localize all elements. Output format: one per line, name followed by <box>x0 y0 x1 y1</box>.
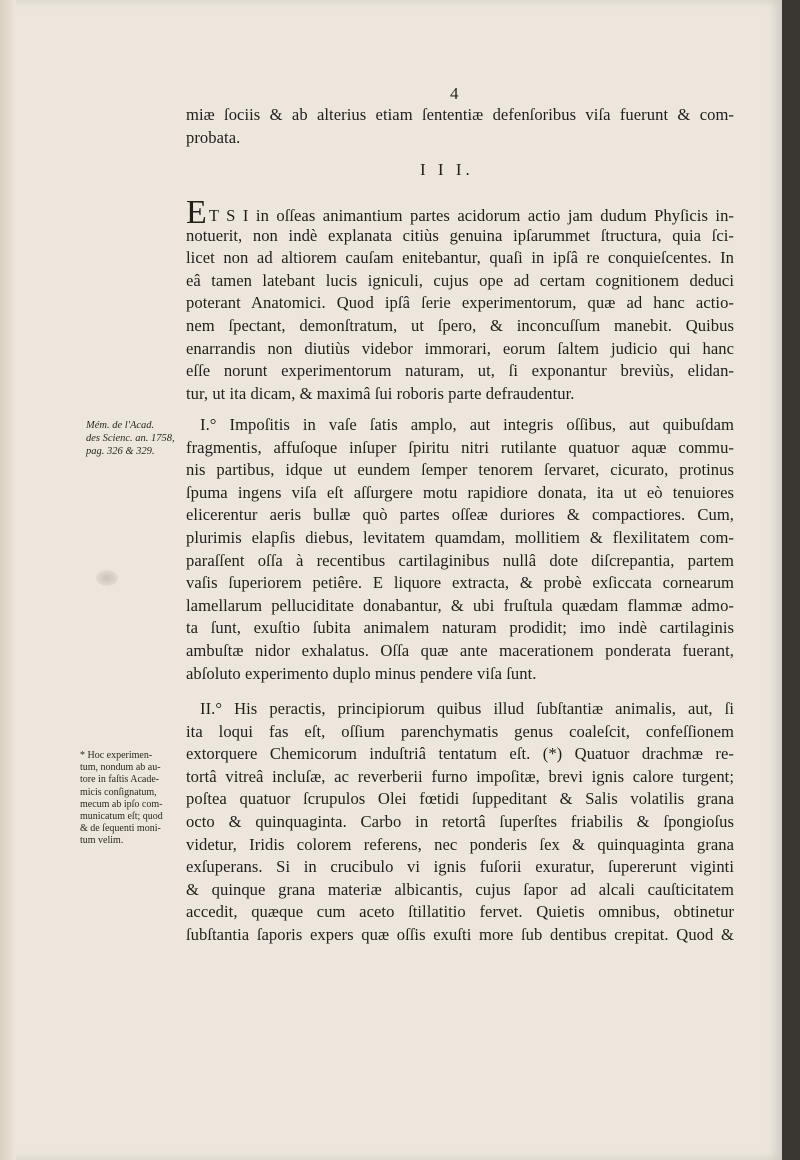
paper-stain <box>96 570 118 586</box>
text-line: & quinque grana materiæ albicantis, cujus ſapor ad alcali cauſticitatem <box>186 879 734 899</box>
text-line: octo & quinquaginta. Carbo in retortâ ſuperſtes friabilis & ſpongioſus <box>186 811 734 831</box>
text-line: enarrandis non diutiùs videbor immorari, eorum ſaltem judicio qui hanc <box>186 338 734 358</box>
intro-text <box>186 104 734 149</box>
text-line: lamellarum pelluciditate donabantur, & ubi fruſtula quædam flammæ admo- <box>186 595 734 615</box>
text-line <box>186 194 734 231</box>
text-line: notuerit, non indè explanata citiùs genuina ipſarummet ſtructura, quia ſci- <box>186 225 734 245</box>
paragraph-2-body <box>186 721 734 947</box>
text-line: fragmentis, affuſoque inſuper ſpiritu nitri rutilante quatuor aquæ commu- <box>186 437 734 457</box>
footnote-line: tum, nondum ab au- <box>80 762 161 774</box>
text-line: exſuperans. Si in crucibulo vi ignis fuſorii exuratur, ſupererunt viginti <box>186 857 734 877</box>
marginal-line: Mém. de l'Acad. <box>86 420 155 431</box>
text-line: eâ tamen latebant lucis igniculi, cujus ope ad certam cognitionem deduci <box>186 270 734 290</box>
marginal-reference <box>86 420 182 458</box>
text-line: nem ſpectant, demonſtratum, ut ſpero, & inconcuſſum manebit. Quibus <box>186 315 734 335</box>
text-line: tortâ vitreâ incluſæ, ac reverberii furno impoſitæ, brevi ignis calore turgent; <box>186 766 734 786</box>
paragraph-iii <box>186 194 734 405</box>
page-number: 4 <box>450 84 459 103</box>
paragraph-1-body <box>186 437 734 686</box>
text-line: miæ ſociis & ab alterius etiam ſententiæ defenſoribus viſa fuerunt & com- <box>186 105 734 124</box>
marginal-line: des Scienc. an. 1758, <box>86 432 175 444</box>
text-line: ſpuma ingens viſa eſt aſſurgere motu rapidiore donata, ita ut eò tenuiores <box>186 482 734 502</box>
text-line: probata. <box>186 127 241 147</box>
text-line: paraſſent oſſa à recentibus cartilaginibus nullâ dote diſcrepantia, partem <box>186 550 734 570</box>
footnote-line: tum velim. <box>80 835 124 847</box>
text-line: ſubſtantia ſaporis expers quæ oſſis exuſti more ſub dentibus crepitat. Quod & <box>186 924 734 944</box>
text-line: elicerentur aeris bullæ quò partes oſſeæ duriores & compactiores. Cum, <box>186 505 734 525</box>
footnote-line: tore in faſtis Acade- <box>80 774 160 786</box>
footnote-line: municatum eſt; quod <box>80 811 163 823</box>
text-line: plurimis elapſis diebus, levitatem quamdam, mollitiem & flexilitatem com- <box>186 527 734 547</box>
text-line: ambuſtæ nidor exhalatus. Oſſa quæ ante macerationem ponderata fuerant, <box>186 640 734 660</box>
text-line: tur, ut ita dicam, & maximâ ſui roboris parte defraudentur. <box>186 383 575 403</box>
text-line: ita loqui fas eſt, oſſium parenchymatis genus coaleſcit, confeſſionem <box>186 721 734 741</box>
page-gutter <box>0 0 16 1160</box>
text-line: accedit, quæque cum aceto ſtillatitio fervet. Quietis omnibus, obtinetur <box>186 902 734 922</box>
text-line: ta ſunt, exuſtio ſubita animalem naturam prodidit; imo indè cartilaginis <box>186 618 734 638</box>
text-line-content: T S I in oſſeas animantium partes acidorum actio jam dudum Phyſicis in- <box>208 206 734 225</box>
footnote-line: mecum ab ipſo com- <box>80 798 163 810</box>
text-line: poſtea quatuor ſcrupulos Olei fœtidi ſuppeditant & Salis volatilis grana <box>186 789 734 809</box>
footnote <box>80 750 180 848</box>
text-line: eſſe norunt experimentorum naturam, ut, ſi exponantur breviùs, elidan- <box>186 361 734 381</box>
text-line: II.° His peractis, principiorum quibus illud ſubſtantiæ animalis, aut, ſi <box>200 699 734 718</box>
text-line: extorquere Chemicorum induſtriâ tentatum eſt. (*) Quatuor drachmæ re- <box>186 744 734 764</box>
paragraph-2 <box>200 698 734 721</box>
footnote-line: * Hoc experimen- <box>80 750 153 761</box>
footnote-line: & de ſequenti moni- <box>80 823 161 835</box>
text-line: I.° Impoſitis in vaſe ſatis amplo, aut integris oſſibus, aut quibuſdam <box>200 415 734 434</box>
text-line: nis partibus, idque ut eundem ſemper tenorem ſervaret, cicurato, protinus <box>186 460 734 480</box>
footnote-line: micis conſignatum, <box>80 786 157 798</box>
text-line: videtur, Iridis colorem referens, nec ponderis ſex & quinquaginta grana <box>186 834 734 854</box>
section-heading: I I I. <box>420 160 474 179</box>
text-line: vaſis ſuperiorem petiêre. E liquore extracta, & probè exſiccata cornearum <box>186 573 734 593</box>
paragraph-1 <box>200 414 734 437</box>
text-line: poterant Anatomici. Quod ipſâ ſerie experimentorum, quæ ad hanc actio- <box>186 293 734 313</box>
drop-cap: E <box>186 194 207 231</box>
text-line: licet non ad altiorem cauſam enitebantur, quaſi in ipſâ re conquieſcentes. In <box>186 248 734 268</box>
marginal-line: pag. 326 & 329. <box>86 445 155 457</box>
text-line: abſoluto experimento duplo minus pendere viſa ſunt. <box>186 663 537 683</box>
